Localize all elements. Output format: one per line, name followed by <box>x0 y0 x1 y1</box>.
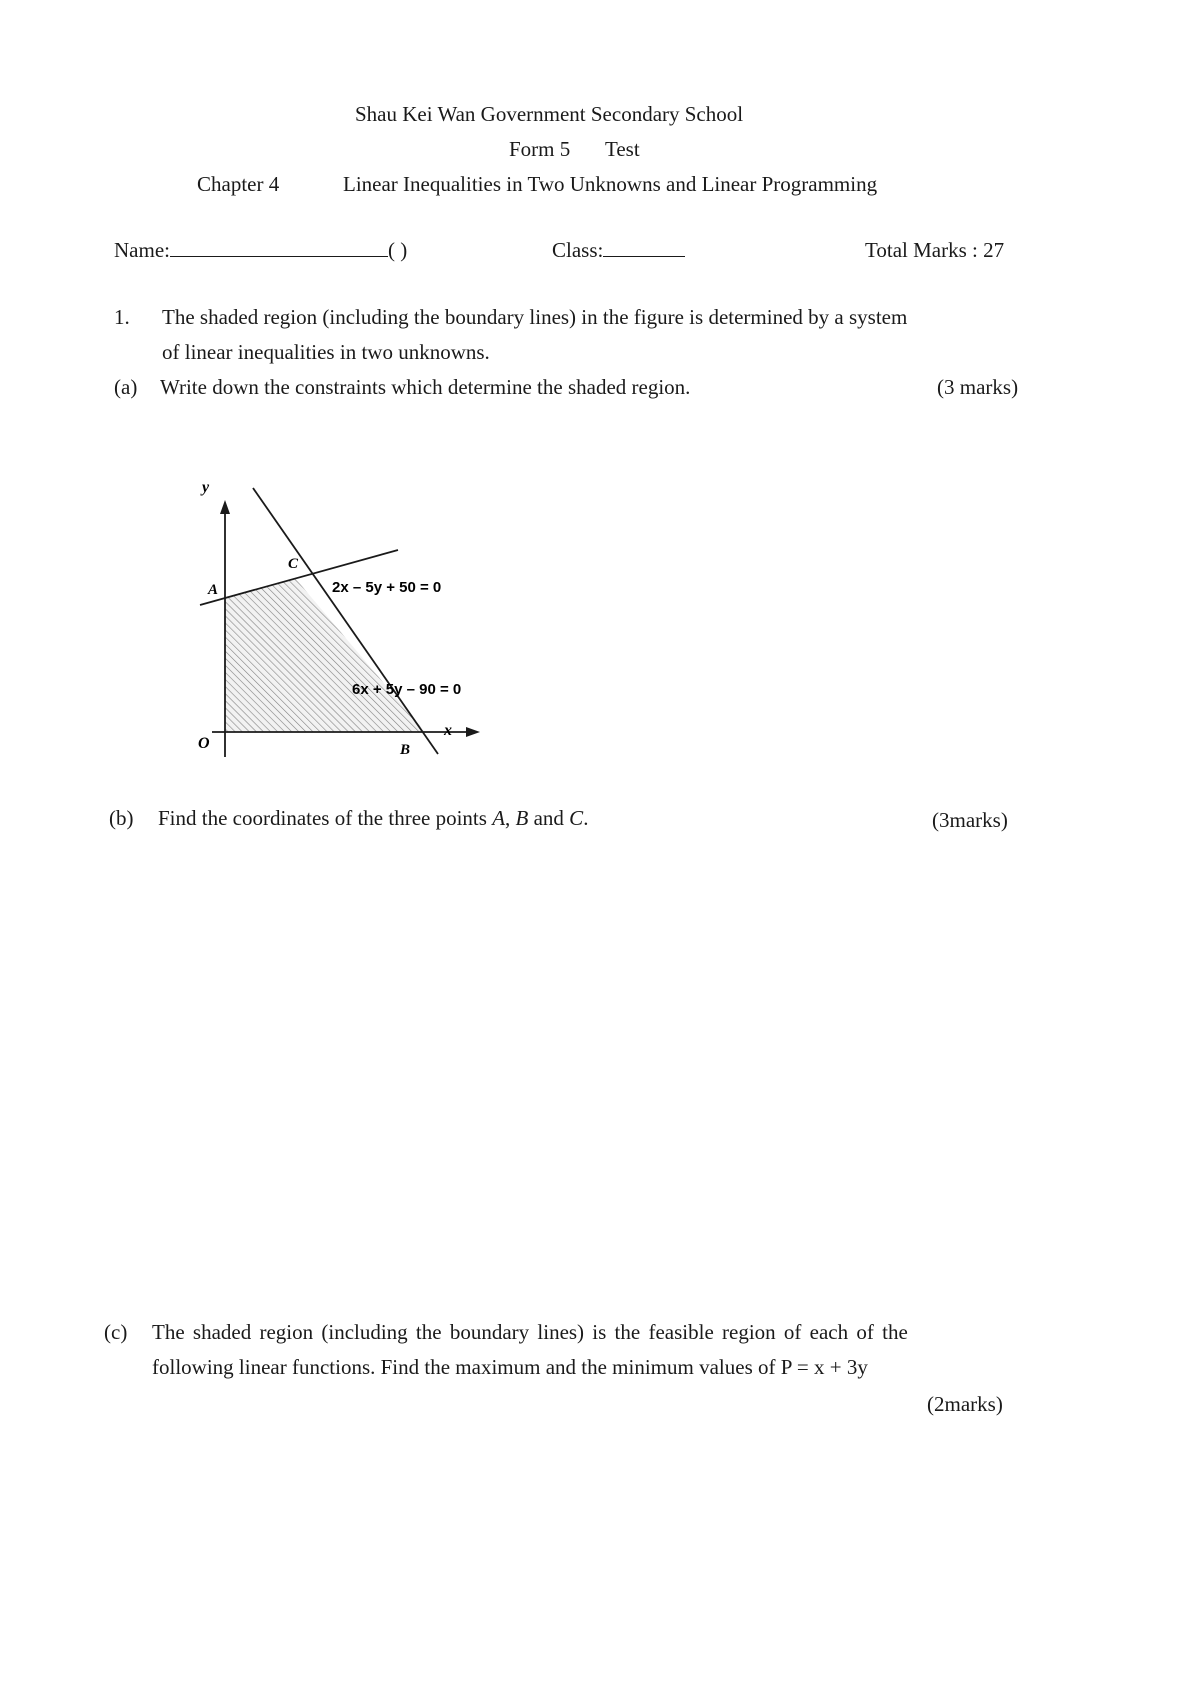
question-stem-line-1: The shaded region (including the boundary lines) in the figure is determined by a system <box>162 305 908 329</box>
part-b-period: . <box>583 806 589 830</box>
question-number: 1. <box>114 305 130 329</box>
point-c-ref: C <box>569 806 584 830</box>
chapter-label: Chapter 4 <box>197 172 280 196</box>
point-a-label: A <box>208 582 219 598</box>
part-c-marks: (2marks) <box>927 1392 1003 1416</box>
y-axis-arrow <box>220 500 230 514</box>
x-axis-arrow <box>466 727 480 737</box>
part-c-label: (c) <box>104 1320 128 1344</box>
question-stem-line-2: of linear inequalities in two unknowns. <box>162 340 490 364</box>
chapter-topic: Linear Inequalities in Two Unknowns and Linear Programming <box>343 172 878 196</box>
point-a-ref: A <box>492 806 506 830</box>
part-a-label: (a) <box>114 375 138 399</box>
class-field[interactable] <box>552 238 685 263</box>
test-label: Test <box>605 137 640 161</box>
part-b-text <box>158 806 588 831</box>
shaded-region-tone <box>225 578 425 732</box>
name-blank[interactable] <box>170 256 388 257</box>
part-b-text-pre: Find the coordinates of the three points <box>158 806 493 830</box>
point-b-ref: B <box>515 806 529 830</box>
form-label: Form 5 <box>509 137 571 161</box>
total-marks: Total Marks : 27 <box>865 238 1005 262</box>
class-number-parens: ( ) <box>387 238 408 262</box>
part-b-label: (b) <box>109 806 134 830</box>
linear-programming-figure <box>180 472 540 772</box>
name-field[interactable] <box>114 238 407 263</box>
class-label: Class: <box>552 238 604 262</box>
origin-label: O <box>198 735 210 752</box>
line-1-label: 2x – 5y + 50 = 0 <box>332 579 442 596</box>
part-c-line-2: following linear functions. Find the maximum and the minimum values of P = x + 3y <box>152 1355 868 1379</box>
name-label: Name: <box>114 238 170 262</box>
part-a-marks: (3 marks) <box>937 375 1019 399</box>
figure-svg <box>180 472 540 772</box>
y-axis-label: y <box>202 479 210 496</box>
line-2-label: 6x + 5y – 90 = 0 <box>352 681 462 698</box>
class-blank[interactable] <box>603 256 685 257</box>
point-c-label: C <box>288 556 299 572</box>
school-name: Shau Kei Wan Government Secondary School <box>355 102 744 126</box>
point-b-label: B <box>400 742 411 758</box>
part-c-line-1: The shaded region (including the boundary lines) is the feasible region of each of the <box>152 1320 908 1344</box>
part-b-marks: (3marks) <box>932 808 1008 832</box>
part-a-text: Write down the constraints which determine the shaded region. <box>160 375 691 399</box>
part-b-comma: , <box>505 806 516 830</box>
part-b-and: and <box>528 806 570 830</box>
x-axis-label: x <box>444 722 452 739</box>
